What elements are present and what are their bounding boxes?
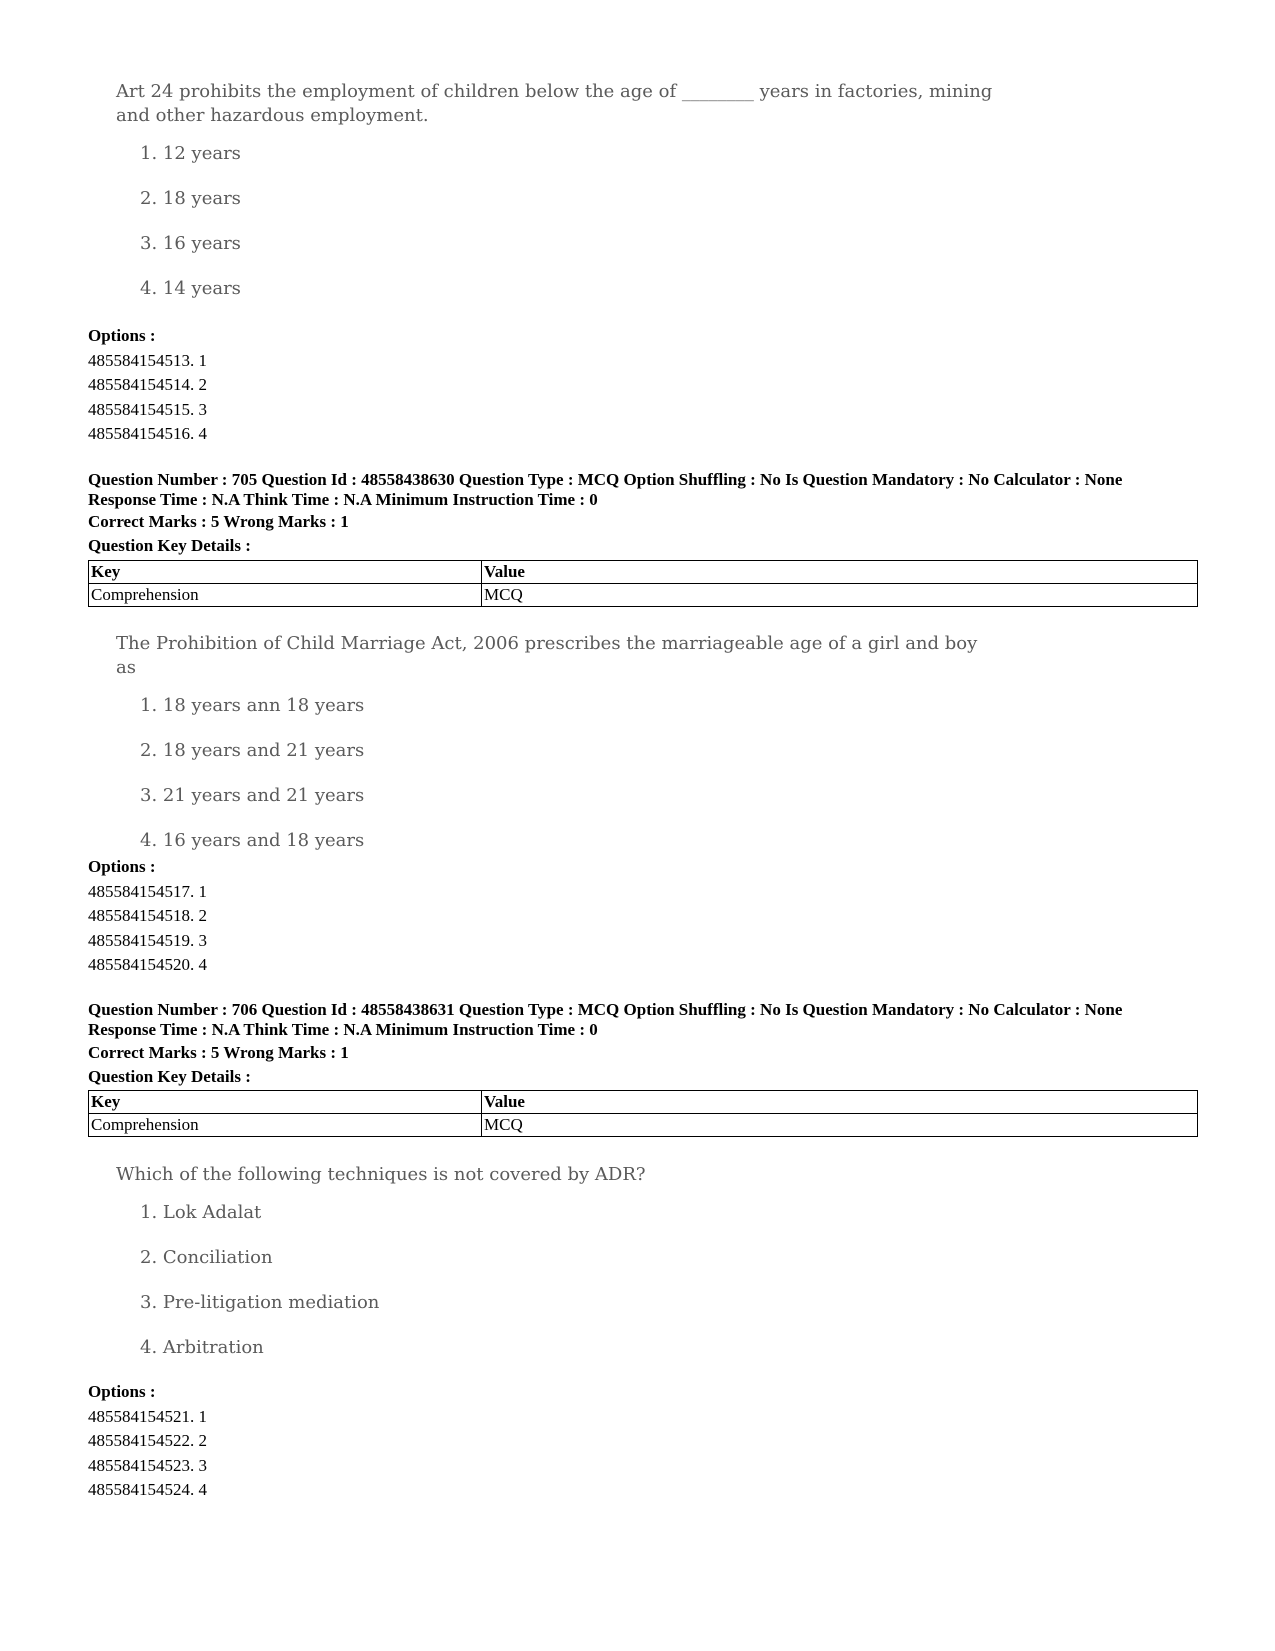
option-row: 485584154518. 2	[88, 906, 207, 925]
question-705-header	[88, 470, 1208, 510]
question-meta-line: Question Number : 705 Question Id : 48558438630 Question Type : MCQ Option Shuffling : No Is Question Mandatory : No Calculator : None	[88, 470, 1123, 489]
question-705-marks: Correct Marks : 5 Wrong Marks : 1	[88, 512, 349, 531]
option-row: 485584154523. 3	[88, 1455, 207, 1475]
option-row: 485584154514. 2	[88, 375, 207, 394]
option-row: 485584154520. 4	[88, 955, 207, 974]
question-704-choices	[140, 142, 996, 322]
question-705-key-details-label: Question Key Details :	[88, 536, 251, 555]
question-meta-line: Response Time : N.A Think Time : N.A Minimum Instruction Time : 0	[88, 1020, 598, 1039]
question-706-key-table	[88, 1090, 1198, 1137]
table-header-row	[89, 1091, 1198, 1114]
choice: 4. Arbitration	[140, 1337, 264, 1358]
choice: 2. Conciliation	[140, 1247, 273, 1268]
choice: 1. 12 years	[140, 143, 241, 164]
choice: 3. 21 years and 21 years	[140, 785, 365, 806]
choice: 1. 18 years ann 18 years	[140, 695, 365, 716]
option-row: 485584154519. 3	[88, 930, 207, 950]
table-cell-value: MCQ	[482, 584, 1198, 607]
table-header-key: Key	[89, 561, 482, 584]
options-label: Options :	[88, 326, 156, 345]
choice: 3. Pre-litigation mediation	[140, 1292, 380, 1313]
question-706-marks: Correct Marks : 5 Wrong Marks : 1	[88, 1043, 349, 1062]
question-meta-line: Question Number : 706 Question Id : 48558438631 Question Type : MCQ Option Shuffling : No Is Question Mandatory : No Calculator : None	[88, 1000, 1123, 1019]
question-706-options	[88, 1380, 207, 1503]
option-row: 485584154524. 4	[88, 1480, 207, 1499]
question-705-options	[88, 855, 207, 978]
table-cell-value: MCQ	[482, 1114, 1198, 1137]
option-row: 485584154521. 1	[88, 1406, 207, 1426]
table-header-value: Value	[482, 561, 1198, 584]
table-cell-key: Comprehension	[89, 1114, 482, 1137]
option-row: 485584154522. 2	[88, 1431, 207, 1450]
table-header-key: Key	[89, 1091, 482, 1114]
options-label: Options :	[88, 857, 156, 876]
option-row: 485584154513. 1	[88, 350, 207, 370]
options-label: Options :	[88, 1382, 156, 1401]
option-row: 485584154516. 4	[88, 424, 207, 443]
table-row	[89, 584, 1198, 607]
question-705-stem: The Prohibition of Child Marriage Act, 2006 prescribes the marriageable age of a girl and boy as	[116, 633, 978, 678]
question-706-key-details-label: Question Key Details :	[88, 1067, 251, 1086]
table-row	[89, 1114, 1198, 1137]
choice: 4. 14 years	[140, 278, 241, 299]
option-row: 485584154515. 3	[88, 399, 207, 419]
question-706-choices	[140, 1201, 996, 1381]
question-706-header	[88, 1000, 1208, 1040]
question-705-image	[116, 632, 996, 874]
question-704-options	[88, 324, 207, 447]
table-header-row	[89, 561, 1198, 584]
choice: 1. Lok Adalat	[140, 1202, 262, 1223]
question-meta-line: Response Time : N.A Think Time : N.A Minimum Instruction Time : 0	[88, 490, 598, 509]
choice: 4. 16 years and 18 years	[140, 830, 365, 851]
table-header-value: Value	[482, 1091, 1198, 1114]
question-706-image	[116, 1163, 996, 1381]
question-704-image	[116, 80, 996, 322]
option-row: 485584154517. 1	[88, 881, 207, 901]
question-705-choices	[140, 694, 996, 874]
choice: 2. 18 years	[140, 188, 241, 209]
table-cell-key: Comprehension	[89, 584, 482, 607]
question-706-stem: Which of the following techniques is not covered by ADR?	[116, 1164, 646, 1185]
choice: 3. 16 years	[140, 233, 241, 254]
question-704-stem: Art 24 prohibits the employment of children below the age of ________ years in factories, mining and other hazardous employment.	[116, 81, 993, 126]
question-705-key-table	[88, 560, 1198, 607]
choice: 2. 18 years and 21 years	[140, 740, 365, 761]
